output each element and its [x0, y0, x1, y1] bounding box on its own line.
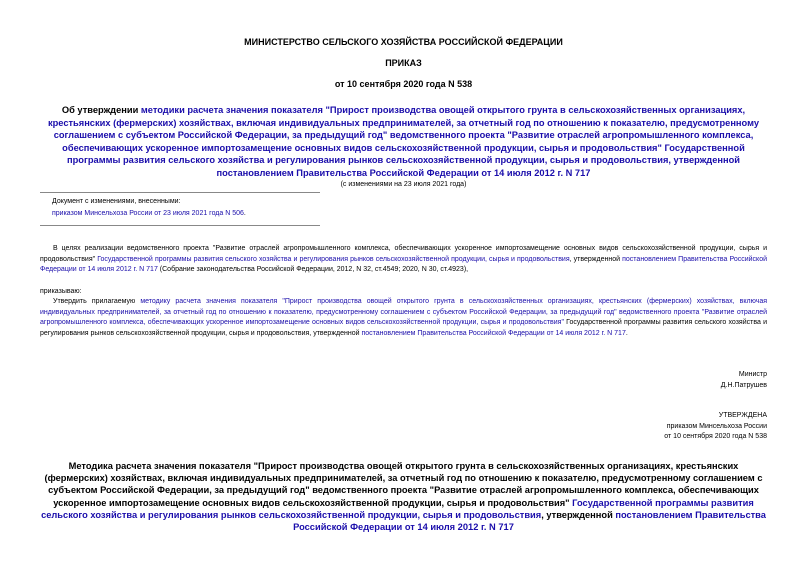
approval-link-method[interactable]: методику расчета значения показателя "Прирост производства овощей открытого грунта в сельскохозяйственных организациях, крестьянских (фермерских) хозяйствах, включая индивидуальных предпринимателей, за отчетный год по отношению к показателю, предусмотренному соглашением с субъектом Российской Федерации, за предыдущий год" ведомственного проекта "Развитие отраслей агропромышленного комплекса, обеспечивающих ускоренное импортозамещение основных видов сельскохозяйственной продукции, сырья и продовольствия" — [40, 298, 768, 327]
document-type: ПРИКАЗ — [385, 58, 422, 68]
approval-link-resolution[interactable]: постановлением Правительства Российской Федерации от 14 июля 2012 г. N 717 — [361, 330, 626, 338]
document-changes-entry — [52, 208, 322, 220]
title-prefix: Об утверждении — [61, 105, 141, 115]
approved-label: УТВЕРЖДЕНА — [718, 412, 767, 419]
document-changes-label: Документ с изменениями, внесенными: — [52, 198, 181, 205]
amendment-order-link[interactable]: приказом Минсельхоза России от 23 июля 2021 года N 506 — [52, 210, 244, 217]
changes-note: (с изменениями на 23 июля 2021 года) — [340, 181, 467, 188]
approval-paragraph — [40, 297, 767, 340]
title-link-method[interactable]: методики расчета значения показателя "Прирост производства овощей открытого грунта в сельскохозяйственных организациях, крестьянских (фермерских) хозяйствах, включая индивидуальных предпринимателей, за отчетный год по отношению к показателю, предусмотренному соглашением с субъектом Российской Федерации, за предыдущий год" ведомственного проекта "Развитие отраслей агропромышленного комплекса, обеспечивающих ускоренное импортозамещение основных видов сельскохозяйственной продукции, сырья и продовольствия" — [47, 105, 760, 153]
amendment-order-dot: . — [243, 210, 246, 217]
title-link-program[interactable]: Государственной программы развития сельского хозяйства и регулирования рынков сельскохозяйственной продукции, сырья и продовольствия, утвержденной — [67, 142, 745, 165]
approved-date: от 10 сентября 2020 года N 538 — [664, 433, 767, 441]
preamble-link-program[interactable]: Государственной программы развития сельского хозяйства и регулирования рынков сельскохозяйственной продукции, сырья и продовольствия — [97, 255, 570, 263]
approval-stamp — [664, 411, 767, 443]
methodology-title-text-2: , утвержденной — [541, 509, 616, 520]
document-changes-box — [52, 196, 322, 220]
title-link-resolution[interactable]: постановлением Правительства Российской Федерации от 14 июля 2012 г. N 717 — [216, 167, 591, 178]
preamble-text-1: В целях реализации ведомственного проекта "Развитие отраслей агропромышленного комплекса, обеспечивающих ускоренное импортозамещение основных видов сельскохозяйственной продукции, сырья и продовольствия" — [40, 245, 767, 263]
methodology-link-program[interactable]: Государственной программы развития сельского хозяйства и регулирования рынков сельскохозяйственной продукции, сырья и продовольствия — [41, 497, 754, 520]
approval-text-2: Государственной программы развития сельского хозяйства и регулирования рынков сельскохозяйственной продукции, сырья и продовольствия, утвержденной — [40, 319, 767, 338]
preamble-text-3: (Собрание законодательства Российской Федерации, 2012, N 32, ст.4549; 2020, N 30, ст.4923), — [157, 266, 469, 274]
signature-block — [721, 370, 767, 391]
order-word: приказываю: — [40, 288, 82, 295]
divider-top — [40, 192, 320, 193]
approval-text-1: Утвердить прилагаемую — [53, 298, 141, 305]
document-date-number: от 10 сентября 2020 года N 538 — [334, 79, 473, 89]
preamble-text-2: , утвержденной — [569, 255, 623, 263]
preamble-link-resolution[interactable]: постановлением Правительства Российской Федерации от 14 июля 2012 г. N 717 — [40, 255, 767, 274]
methodology-title — [40, 460, 767, 533]
signatory-position: Министр — [738, 371, 767, 378]
preamble-paragraph — [40, 244, 767, 276]
signatory-name: Д.Н.Патрушев — [720, 381, 767, 389]
methodology-link-resolution[interactable]: постановлением Правительства Российской Федерации от 14 июля 2012 г. N 717 — [293, 509, 766, 533]
methodology-title-text-1: Методика расчета значения показателя "Прирост производства овощей открытого грунта в сельскохозяйственных организациях, крестьянских (фермерских) хозяйствах, включая индивидуальных предпринимателей, за отчетный год по отношению к показателю, предусмотренному соглашением с субъектом Российской Федерации, за предыдущий год" ведомственного проекта "Развитие отраслей агропромышленного комплекса, обеспечивающих ускоренное импортозамещение основных видов сельскохозяйственной продукции, сырья и продовольствия" — [44, 461, 763, 508]
divider-bottom — [40, 225, 320, 226]
approved-by: приказом Минсельхоза России — [666, 422, 767, 430]
approval-text-3: . — [625, 330, 628, 338]
ministry-name: МИНИСТЕРСТВО СЕЛЬСКОГО ХОЗЯЙСТВА РОССИЙСКОЙ ФЕДЕРАЦИИ — [244, 37, 563, 47]
document-title — [40, 104, 767, 179]
